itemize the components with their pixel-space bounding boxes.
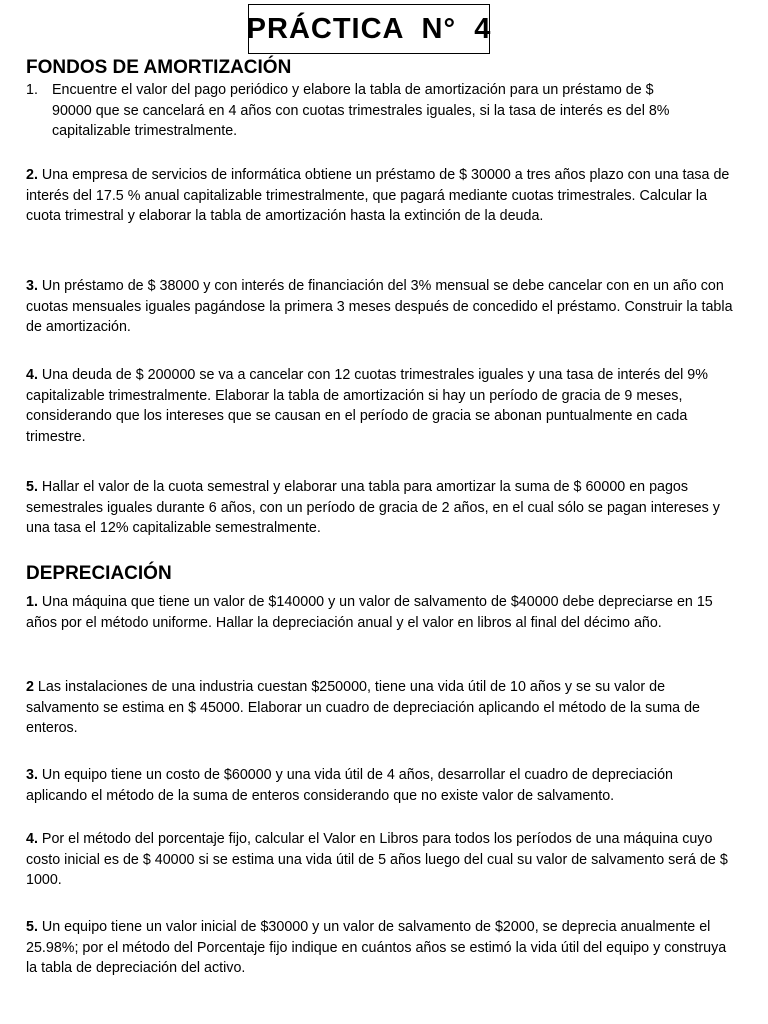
item-number: 5. bbox=[26, 919, 38, 935]
amortizacion-item-2 bbox=[26, 165, 738, 227]
amortizacion-item-1 bbox=[26, 80, 738, 142]
item-number: 1. bbox=[26, 82, 38, 98]
item-text: Una empresa de servicios de informática obtiene un préstamo de $ 30000 a tres años plazo con una tasa de interés del 17.5 % anual capitalizable trimestralmente, que pagará mediante cuotas trimestrales. Calcular la cuota trimestral y elaborar la tabla de amortización hasta la extinción de la deuda. bbox=[26, 167, 730, 224]
depreciacion-item-5 bbox=[26, 917, 738, 979]
item-text-rest: 90000 que se cancelará en 4 años con cuotas trimestrales iguales, si la tasa de interés es del 8% capitalizable trimestralmente. bbox=[52, 102, 670, 139]
amortizacion-item-4 bbox=[26, 365, 738, 447]
item-text-line1: Encuentre el valor del pago periódico y elabore la tabla de amortización para un préstamo de $ bbox=[52, 82, 654, 98]
item-text: Un equipo tiene un valor inicial de $30000 y un valor de salvamento de $2000, se deprecia anualmente el 25.98%; por el método del Porcentaje fijo indique en cuántos años se estimó la vida útil del equipo y construya la tabla de depreciación del activo. bbox=[26, 919, 727, 976]
item-number: 4. bbox=[26, 367, 38, 383]
section-heading-depreciacion: DEPRECIACIÓN bbox=[26, 563, 172, 584]
depreciacion-item-2 bbox=[26, 677, 738, 739]
depreciacion-item-4 bbox=[26, 829, 738, 891]
item-text: Una deuda de $ 200000 se va a cancelar con 12 cuotas trimestrales iguales y una tasa de interés del 9% capitalizable trimestralmente. Elaborar la tabla de amortización si hay un período de gracia de 9 meses, considerando que los intereses que se causan en el período de gracia se abonan puntualmente en cada trimestre. bbox=[26, 367, 708, 445]
section-heading-amortizacion: FONDOS DE AMORTIZACIÓN bbox=[26, 57, 292, 78]
item-number: 1. bbox=[26, 594, 38, 610]
item-text: Una máquina que tiene un valor de $140000 y un valor de salvamento de $40000 debe depreciarse en 15 años por el método uniforme. Hallar la depreciación anual y el valor en libros al final del décimo año. bbox=[26, 594, 713, 631]
depreciacion-item-1 bbox=[26, 592, 738, 633]
item-text: Un equipo tiene un costo de $60000 y una vida útil de 4 años, desarrollar el cuadro de depreciación aplicando el método de la suma de enteros considerando que no existe valor de salvamento. bbox=[26, 767, 673, 804]
item-number: 5. bbox=[26, 479, 38, 495]
item-number: 2. bbox=[26, 167, 38, 183]
amortizacion-item-5 bbox=[26, 477, 738, 539]
item-text: Las instalaciones de una industria cuestan $250000, tiene una vida útil de 10 años y se su valor de salvamento se estima en $ 45000. Elaborar un cuadro de depreciación aplicando el método de la suma de enteros. bbox=[26, 679, 700, 736]
item-text: Por el método del porcentaje fijo, calcular el Valor en Libros para todos los períodos de una máquina cuyo costo inicial es de $ 40000 si se estima una vida útil de 5 años luego del cual su valor de salvamento será de $ 1000. bbox=[26, 831, 728, 888]
page-title: PRÁCTICA N° 4 bbox=[246, 12, 492, 45]
item-text: Un préstamo de $ 38000 y con interés de financiación del 3% mensual se debe cancelar con en un año con cuotas mensuales iguales pagándose la primera 3 meses después de concedido el préstamo. Construir la tabla de amortización. bbox=[26, 278, 733, 335]
depreciacion-item-3 bbox=[26, 765, 738, 806]
item-number: 2 bbox=[26, 679, 34, 695]
item-number: 3. bbox=[26, 767, 38, 783]
item-number: 4. bbox=[26, 831, 38, 847]
item-text: Hallar el valor de la cuota semestral y elaborar una tabla para amortizar la suma de $ 60000 en pagos semestrales iguales durante 6 años, con un período de gracia de 2 años, en el cual sólo se pagan intereses y una tasa el 12% capitalizable semestralmente. bbox=[26, 479, 720, 536]
item-number: 3. bbox=[26, 278, 38, 294]
title-box bbox=[248, 4, 490, 54]
amortizacion-item-3 bbox=[26, 276, 738, 338]
